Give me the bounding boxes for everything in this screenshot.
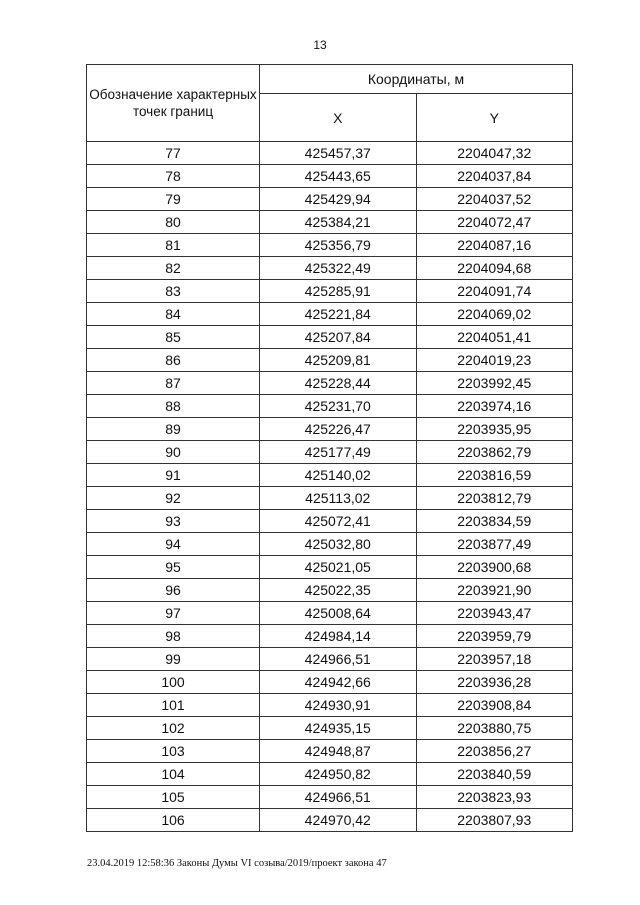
x-coordinate-cell: 424942,66 [260, 671, 417, 694]
y-coordinate-cell: 2203856,27 [416, 740, 573, 763]
table-row [87, 533, 573, 556]
x-coordinate-cell: 425032,80 [260, 533, 417, 556]
y-coordinate-cell: 2203974,16 [416, 395, 573, 418]
point-number-cell: 87 [87, 372, 260, 395]
table-row [87, 188, 573, 211]
y-coordinate-cell: 2204091,74 [416, 280, 573, 303]
y-coordinate-cell: 2203840,59 [416, 763, 573, 786]
table-row [87, 671, 573, 694]
x-coordinate-cell: 424948,87 [260, 740, 417, 763]
point-number-cell: 86 [87, 349, 260, 372]
table-row [87, 556, 573, 579]
point-number-cell: 84 [87, 303, 260, 326]
x-coordinate-cell: 425443,65 [260, 165, 417, 188]
table-row [87, 464, 573, 487]
x-coordinate-cell: 425008,64 [260, 602, 417, 625]
y-coordinate-cell: 2203823,93 [416, 786, 573, 809]
y-coordinate-cell: 2203957,18 [416, 648, 573, 671]
point-number-cell: 102 [87, 717, 260, 740]
y-coordinate-cell: 2204019,23 [416, 349, 573, 372]
point-number-cell: 77 [87, 142, 260, 165]
table-row [87, 602, 573, 625]
x-coordinate-cell: 425231,70 [260, 395, 417, 418]
table-row [87, 303, 573, 326]
x-coordinate-cell: 425429,94 [260, 188, 417, 211]
table-row [87, 326, 573, 349]
table-row [87, 280, 573, 303]
y-coordinate-cell: 2203992,45 [416, 372, 573, 395]
y-coordinate-cell: 2204087,16 [416, 234, 573, 257]
x-coordinate-cell: 425285,91 [260, 280, 417, 303]
point-number-cell: 98 [87, 625, 260, 648]
point-number-cell: 95 [87, 556, 260, 579]
point-number-cell: 80 [87, 211, 260, 234]
x-coordinate-cell: 425022,35 [260, 579, 417, 602]
table-row [87, 648, 573, 671]
y-coordinate-cell: 2203936,28 [416, 671, 573, 694]
x-coordinate-cell: 425177,49 [260, 441, 417, 464]
table-row [87, 395, 573, 418]
y-coordinate-cell: 2203943,47 [416, 602, 573, 625]
y-coordinate-cell: 2203877,49 [416, 533, 573, 556]
x-coordinate-cell: 425457,37 [260, 142, 417, 165]
x-coordinate-cell: 424966,51 [260, 786, 417, 809]
y-coordinate-cell: 2204072,47 [416, 211, 573, 234]
y-coordinate-cell: 2204037,84 [416, 165, 573, 188]
x-coordinate-cell: 425113,02 [260, 487, 417, 510]
y-coordinate-cell: 2203921,90 [416, 579, 573, 602]
point-number-cell: 93 [87, 510, 260, 533]
x-coordinate-cell: 425209,81 [260, 349, 417, 372]
x-coordinate-cell: 424966,51 [260, 648, 417, 671]
y-coordinate-cell: 2203935,95 [416, 418, 573, 441]
table-row [87, 763, 573, 786]
header-x: X [260, 94, 417, 142]
table-row [87, 418, 573, 441]
x-coordinate-cell: 424970,42 [260, 809, 417, 832]
table-row [87, 372, 573, 395]
y-coordinate-cell: 2204047,32 [416, 142, 573, 165]
table-row [87, 786, 573, 809]
point-number-cell: 97 [87, 602, 260, 625]
x-coordinate-cell: 425221,84 [260, 303, 417, 326]
y-coordinate-cell: 2203812,79 [416, 487, 573, 510]
table-row [87, 349, 573, 372]
header-row-top [87, 65, 573, 94]
point-number-cell: 99 [87, 648, 260, 671]
x-coordinate-cell: 424930,91 [260, 694, 417, 717]
table-body [87, 142, 573, 832]
point-number-cell: 91 [87, 464, 260, 487]
table-row [87, 625, 573, 648]
x-coordinate-cell: 425384,21 [260, 211, 417, 234]
point-number-cell: 89 [87, 418, 260, 441]
table-row [87, 211, 573, 234]
x-coordinate-cell: 425322,49 [260, 257, 417, 280]
y-coordinate-cell: 2204037,52 [416, 188, 573, 211]
y-coordinate-cell: 2203816,59 [416, 464, 573, 487]
point-number-cell: 85 [87, 326, 260, 349]
x-coordinate-cell: 424950,82 [260, 763, 417, 786]
point-number-cell: 90 [87, 441, 260, 464]
table-row [87, 257, 573, 280]
x-coordinate-cell: 424984,14 [260, 625, 417, 648]
point-number-cell: 105 [87, 786, 260, 809]
x-coordinate-cell: 425226,47 [260, 418, 417, 441]
point-number-cell: 100 [87, 671, 260, 694]
y-coordinate-cell: 2203807,93 [416, 809, 573, 832]
table-row [87, 165, 573, 188]
point-number-cell: 96 [87, 579, 260, 602]
x-coordinate-cell: 425356,79 [260, 234, 417, 257]
point-number-cell: 83 [87, 280, 260, 303]
point-number-cell: 88 [87, 395, 260, 418]
document-footer: 23.04.2019 12:58:36 Законы Думы VI созыва/2019/проект закона 47 [87, 858, 387, 869]
y-coordinate-cell: 2204051,41 [416, 326, 573, 349]
header-point-designation: Обозначение характерных точек границ [87, 65, 260, 142]
y-coordinate-cell: 2203959,79 [416, 625, 573, 648]
y-coordinate-cell: 2203834,59 [416, 510, 573, 533]
x-coordinate-cell: 425072,41 [260, 510, 417, 533]
point-number-cell: 104 [87, 763, 260, 786]
point-number-cell: 82 [87, 257, 260, 280]
table-row [87, 487, 573, 510]
table-row [87, 694, 573, 717]
table-row [87, 142, 573, 165]
y-coordinate-cell: 2203900,68 [416, 556, 573, 579]
point-number-cell: 103 [87, 740, 260, 763]
point-number-cell: 94 [87, 533, 260, 556]
table-row [87, 740, 573, 763]
x-coordinate-cell: 425140,02 [260, 464, 417, 487]
y-coordinate-cell: 2204094,68 [416, 257, 573, 280]
table-row [87, 579, 573, 602]
y-coordinate-cell: 2203880,75 [416, 717, 573, 740]
point-number-cell: 81 [87, 234, 260, 257]
point-number-cell: 78 [87, 165, 260, 188]
x-coordinate-cell: 424935,15 [260, 717, 417, 740]
y-coordinate-cell: 2203908,84 [416, 694, 573, 717]
table-row [87, 234, 573, 257]
table-row [87, 510, 573, 533]
header-y: Y [416, 94, 573, 142]
y-coordinate-cell: 2203862,79 [416, 441, 573, 464]
table-row [87, 441, 573, 464]
coordinates-table [86, 64, 573, 832]
table-row [87, 717, 573, 740]
x-coordinate-cell: 425021,05 [260, 556, 417, 579]
point-number-cell: 101 [87, 694, 260, 717]
x-coordinate-cell: 425228,44 [260, 372, 417, 395]
table-row [87, 809, 573, 832]
x-coordinate-cell: 425207,84 [260, 326, 417, 349]
table-header [87, 65, 573, 142]
header-coordinates: Координаты, м [260, 65, 573, 94]
page-number: 13 [313, 38, 327, 52]
point-number-cell: 106 [87, 809, 260, 832]
point-number-cell: 79 [87, 188, 260, 211]
y-coordinate-cell: 2204069,02 [416, 303, 573, 326]
point-number-cell: 92 [87, 487, 260, 510]
